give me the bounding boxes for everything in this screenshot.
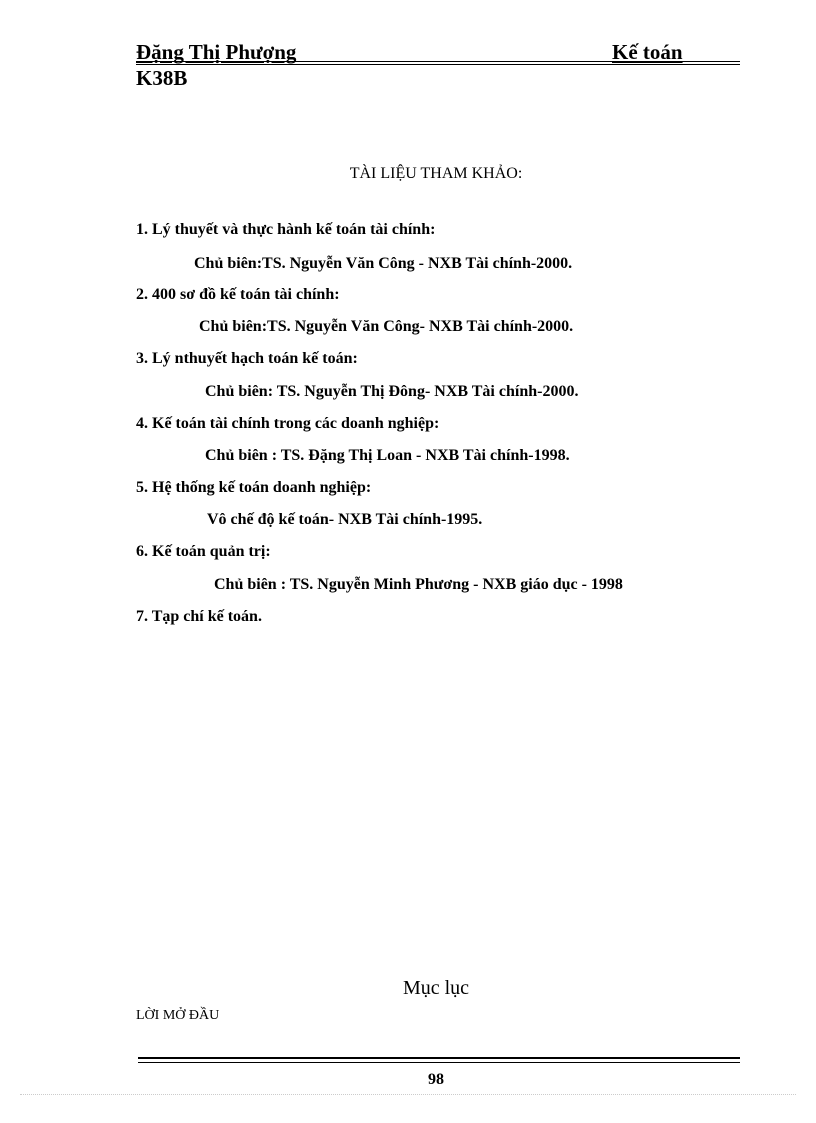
reference-1-title: 1. Lý thuyết và thực hành kế toán tài chính: — [136, 221, 436, 238]
header-rule-secondary — [136, 64, 740, 65]
header-subject: Kế toán — [612, 40, 683, 64]
reference-4-detail: Chủ biên : TS. Đặng Thị Loan - NXB Tài chính-1998. — [205, 447, 570, 464]
reference-2-detail: Chủ biên:TS. Nguyễn Văn Công- NXB Tài chính-2000. — [199, 318, 574, 335]
reference-3-title: 3. Lý nthuyết hạch toán kế toán: — [136, 350, 358, 367]
reference-7-title: 7. Tạp chí kế toán. — [136, 608, 262, 625]
reference-5-title: 5. Hệ thống kế toán doanh nghiệp: — [136, 479, 372, 496]
footer-rule-secondary — [138, 1062, 740, 1063]
toc-title: Mục lục — [402, 977, 470, 999]
footer-rule — [138, 1057, 740, 1059]
page-number: 98 — [428, 1071, 444, 1088]
reference-4-title: 4. Kế toán tài chính trong các doanh nghiệp: — [136, 415, 440, 432]
header-rule — [136, 61, 740, 62]
header-author: Đặng Thị Phượng — [136, 40, 297, 64]
reference-6-title: 6. Kế toán quản trị: — [136, 543, 271, 560]
reference-6-detail: Chủ biên : TS. Nguyễn Minh Phương - NXB giáo dục - 1998 — [214, 576, 623, 593]
references-title: TÀI LIỆU THAM KHẢO: — [349, 165, 523, 182]
page-bottom-border — [20, 1094, 796, 1095]
reference-5-detail: Vô chế độ kế toán- NXB Tài chính-1995. — [207, 511, 483, 528]
toc-item-intro: LỜI MỞ ĐẦU — [136, 1008, 220, 1023]
reference-2-title: 2. 400 sơ đồ kế toán tài chính: — [136, 286, 340, 303]
reference-3-detail: Chủ biên: TS. Nguyễn Thị Đông- NXB Tài chính-2000. — [205, 383, 579, 400]
reference-1-detail: Chủ biên:TS. Nguyễn Văn Công - NXB Tài chính-2000. — [194, 255, 573, 272]
header-class: K38B — [136, 66, 188, 90]
